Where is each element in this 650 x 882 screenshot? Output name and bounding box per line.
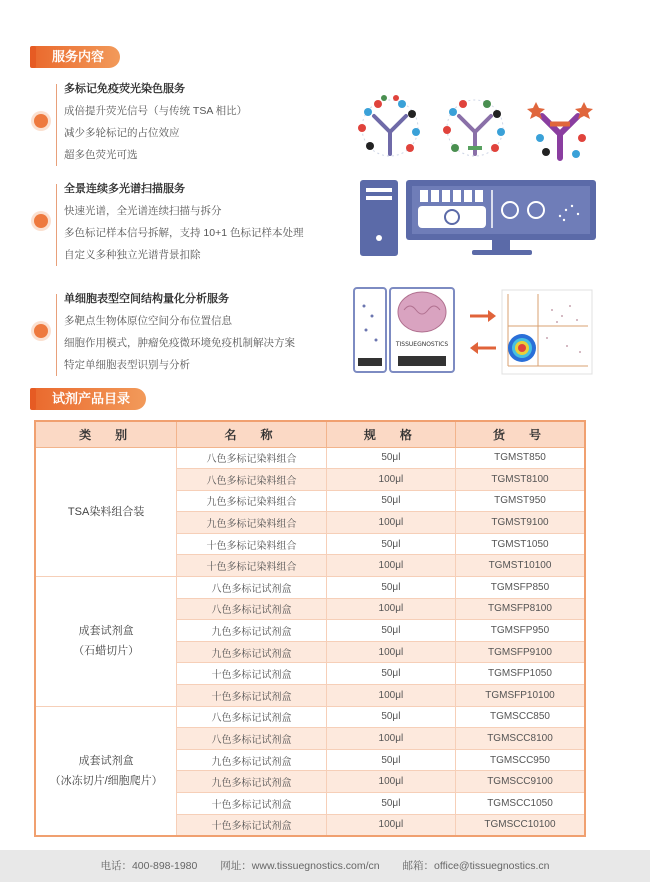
bullet-dot [34, 114, 48, 128]
category-label: （冰冻切片/细胞爬片） [49, 774, 163, 787]
header-category: 类 别 [35, 421, 177, 447]
product-name: 八色多标记染料组合 [177, 447, 327, 469]
product-spec: 100μl [326, 512, 455, 534]
slide-small-icon [354, 288, 386, 372]
product-name: 九色多标记试剂盒 [177, 620, 327, 642]
product-name: 八色多标记试剂盒 [177, 706, 327, 728]
product-spec: 100μl [326, 728, 455, 750]
product-spec: 50μl [326, 663, 455, 685]
product-spec: 50μl [326, 706, 455, 728]
product-name: 十色多标记染料组合 [177, 533, 327, 555]
timeline-line [56, 294, 57, 376]
product-spec: 100μl [326, 641, 455, 663]
category-label: 成套试剂盒 [78, 625, 134, 638]
monitor-icon [406, 180, 596, 255]
product-name: 十色多标记试剂盒 [177, 685, 327, 707]
product-name: 十色多标记试剂盒 [177, 793, 327, 815]
service-item: 细胞作用模式，肿瘤免疫微环境免疫机制解决方案 [64, 337, 295, 349]
product-name: 九色多标记试剂盒 [177, 771, 327, 793]
product-name: 九色多标记试剂盒 [177, 641, 327, 663]
arrow-right-icon [470, 310, 496, 322]
product-sku: TGMSCC850 [455, 706, 585, 728]
product-sku: TGMSCC950 [455, 749, 585, 771]
category-cell [35, 577, 177, 707]
product-sku: TGMSFP10100 [455, 685, 585, 707]
product-name: 十色多标记试剂盒 [177, 814, 327, 836]
product-spec: 50μl [326, 620, 455, 642]
product-sku: TGMSCC9100 [455, 771, 585, 793]
catalog-section-title: 试剂产品目录 [34, 388, 146, 410]
product-name: 十色多标记染料组合 [177, 555, 327, 577]
product-sku: TGMST8100 [455, 469, 585, 491]
header-name: 名 称 [177, 421, 327, 447]
header-spec: 规 格 [326, 421, 455, 447]
product-sku: TGMSCC8100 [455, 728, 585, 750]
product-spec: 100μl [326, 598, 455, 620]
service-item: 多色标记样本信号拆解，支持 10+1 色标记样本处理 [64, 227, 304, 239]
service-title: 多标记免疫荧光染色服务 [64, 83, 185, 95]
service-item: 快速光谱，全光谱连续扫描与拆分 [64, 205, 222, 217]
service-title: 单细胞表型空间结构量化分析服务 [64, 293, 229, 305]
product-sku: TGMSFP950 [455, 620, 585, 642]
product-sku: TGMST950 [455, 490, 585, 512]
category-label: TSA染料组合装 [67, 505, 145, 518]
bullet-dot [34, 324, 48, 338]
product-sku: TGMSFP1050 [455, 663, 585, 685]
bullet-dot [34, 214, 48, 228]
product-name: 八色多标记试剂盒 [177, 577, 327, 599]
product-name: 八色多标记染料组合 [177, 469, 327, 491]
product-name: 八色多标记试剂盒 [177, 598, 327, 620]
arrow-left-icon [470, 342, 496, 354]
product-spec: 50μl [326, 749, 455, 771]
product-sku: TGMSCC10100 [455, 814, 585, 836]
product-catalog-table [34, 420, 586, 837]
footer-phone: 电话：400-898-1980 [100, 860, 198, 872]
table-header-row [35, 421, 585, 447]
services-section-title: 服务内容 [34, 46, 120, 68]
slide-label: TISSUEGNOSTICS [395, 341, 449, 348]
timeline-line [56, 184, 57, 266]
category-cell [35, 706, 177, 836]
product-spec: 50μl [326, 533, 455, 555]
table-row [35, 447, 585, 469]
product-sku: TGMSFP850 [455, 577, 585, 599]
antibody-illustration [350, 92, 600, 164]
desktop-tower-icon [360, 180, 398, 256]
service-item: 减少多轮标记的占位效应 [64, 127, 180, 139]
product-spec: 100μl [326, 555, 455, 577]
service-title: 全景连续多光谱扫描服务 [64, 183, 185, 195]
scatter-plot-icon [502, 290, 592, 374]
category-label: （石蜡切片） [73, 645, 140, 658]
service-block-immunofluorescence [34, 80, 334, 170]
service-block-single-cell [34, 290, 334, 380]
product-sku: TGMST9100 [455, 512, 585, 534]
footer-contact-bar [0, 850, 650, 882]
product-name: 九色多标记试剂盒 [177, 749, 327, 771]
footer-website: 网址：www.tissuegnostics.com/cn [220, 860, 380, 872]
product-spec: 100μl [326, 771, 455, 793]
product-spec: 50μl [326, 793, 455, 815]
service-item: 自定义多种独立光谱背景扣除 [64, 249, 201, 261]
service-block-scanning [34, 180, 334, 270]
product-sku: TGMST10100 [455, 555, 585, 577]
category-cell [35, 447, 177, 577]
category-label: 成套试剂盒 [78, 754, 134, 767]
slide-tissue-icon [390, 288, 454, 372]
product-spec: 50μl [326, 447, 455, 469]
timeline-line [56, 84, 57, 166]
product-spec: 100μl [326, 685, 455, 707]
service-item: 多靶点生物体原位空间分布位置信息 [64, 315, 232, 327]
product-sku: TGMSCC1050 [455, 793, 585, 815]
computer-illustration [352, 176, 602, 258]
header-sku: 货 号 [455, 421, 585, 447]
product-sku: TGMSFP9100 [455, 641, 585, 663]
product-name: 九色多标记染料组合 [177, 512, 327, 534]
product-spec: 100μl [326, 469, 455, 491]
product-spec: 50μl [326, 490, 455, 512]
table-row [35, 577, 585, 599]
product-spec: 100μl [326, 814, 455, 836]
footer-email: 邮箱：office@tissuegnostics.cn [402, 860, 550, 872]
antibody-cluster-1-icon [358, 95, 420, 156]
service-item: 成倍提升荧光信号（与传统 TSA 相比） [64, 105, 248, 117]
service-item: 超多色荧光可选 [64, 149, 138, 161]
product-spec: 50μl [326, 577, 455, 599]
table-row [35, 706, 585, 728]
product-name: 十色多标记试剂盒 [177, 663, 327, 685]
product-name: 八色多标记试剂盒 [177, 728, 327, 750]
service-item: 特定单细胞表型识别与分析 [64, 359, 190, 371]
product-sku: TGMST850 [455, 447, 585, 469]
product-sku: TGMSFP8100 [455, 598, 585, 620]
product-name: 九色多标记染料组合 [177, 490, 327, 512]
antibody-cluster-2-icon [443, 100, 505, 156]
product-sku: TGMST1050 [455, 533, 585, 555]
antibody-cluster-3-icon [527, 102, 593, 158]
slide-analysis-illustration [352, 286, 602, 378]
